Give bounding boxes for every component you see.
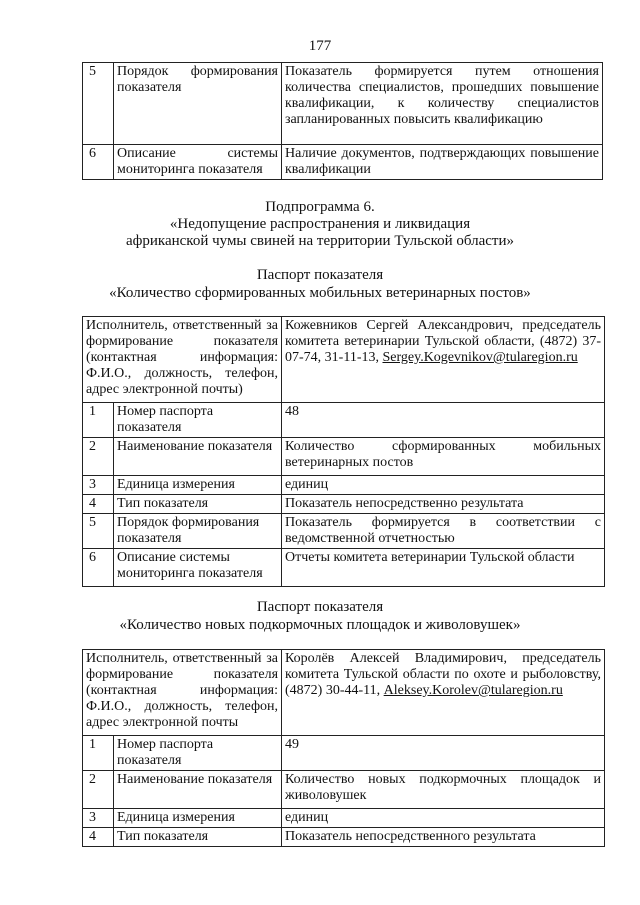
- row-number: 4: [83, 495, 114, 514]
- table-row: [83, 828, 605, 847]
- table-row: [83, 495, 605, 514]
- table-row: [83, 476, 605, 495]
- executor-label: Исполнитель, ответственный за формирование показателя (контактная информация: Ф.И.О., должность, телефон, адрес электронной почты): [83, 317, 282, 403]
- table-top: [82, 62, 603, 180]
- row-name: Описание системы мониторинга показателя: [114, 145, 282, 180]
- passport2-title: Паспорт показателя: [256, 599, 384, 615]
- executor-email-link[interactable]: Aleksey.Korolev@tularegion.ru: [383, 683, 563, 698]
- executor-value: [282, 317, 605, 403]
- row-number: 1: [83, 403, 114, 438]
- row-value: единиц: [282, 476, 605, 495]
- table-row: [83, 514, 605, 549]
- row-value: Наличие документов, подтверждающих повышение квалификации: [282, 145, 603, 180]
- row-number: 3: [83, 476, 114, 495]
- row-name: Единица измерения: [114, 476, 282, 495]
- row-value: единиц: [282, 809, 605, 828]
- passport1-title: Паспорт показателя: [256, 267, 384, 283]
- row-number: 5: [83, 514, 114, 549]
- row-value: Показатель формируется в соответствии с ведомственной отчетностью: [282, 514, 605, 549]
- table-row: [83, 145, 603, 180]
- row-number: 3: [83, 809, 114, 828]
- executor-info: Кожевников Сергей Александрович, председатель комитета ветеринарии Тульской области, (4872) 37-07-74, 31-11-13,: [285, 318, 602, 365]
- row-number: 2: [83, 771, 114, 809]
- table-row: [83, 403, 605, 438]
- row-name: Тип показателя: [114, 495, 282, 514]
- row-name: Тип показателя: [114, 828, 282, 847]
- executor-email-link[interactable]: Sergey.Kogevnikov@tularegion.ru: [382, 350, 578, 365]
- page-number: 177: [308, 38, 332, 54]
- row-name: Номер паспорта показателя: [114, 403, 282, 438]
- row-name: Номер паспорта показателя: [114, 736, 282, 771]
- row-value: Показатель непосредственного результата: [282, 828, 605, 847]
- passport1-table: [82, 316, 605, 587]
- row-number: 2: [83, 438, 114, 476]
- row-value: Показатель формируется путем отношения количества специалистов, прошедших повышение квалификации, к количеству специалистов запланированных повысить квалификацию: [282, 63, 603, 145]
- row-name: Наименование показателя: [114, 438, 282, 476]
- table-row: [83, 438, 605, 476]
- row-value: Количество новых подкормочных площадок и живоловушек: [282, 771, 605, 809]
- row-number: 5: [83, 63, 114, 145]
- table-row: [83, 650, 605, 736]
- row-number: 4: [83, 828, 114, 847]
- row-value: 49: [282, 736, 605, 771]
- row-number: 1: [83, 736, 114, 771]
- subprogram-number: Подпрограмма 6.: [265, 199, 375, 215]
- executor-value: [282, 650, 605, 736]
- row-value: Отчеты комитета ветеринарии Тульской области: [282, 549, 605, 587]
- row-value: Количество сформированных мобильных ветеринарных постов: [282, 438, 605, 476]
- table-row: [83, 317, 605, 403]
- row-value: Показатель непосредственно результата: [282, 495, 605, 514]
- table-row: [83, 63, 603, 145]
- subprogram-title-line1: «Недопущение распространения и ликвидация: [169, 216, 471, 232]
- table-row: [83, 736, 605, 771]
- table-row: [83, 549, 605, 587]
- row-name: Единица измерения: [114, 809, 282, 828]
- row-number: 6: [83, 145, 114, 180]
- row-name: Порядок формирования показателя: [114, 514, 282, 549]
- row-name: Порядок формирования показателя: [114, 63, 282, 145]
- passport2-table: [82, 649, 605, 847]
- row-name: Наименование показателя: [114, 771, 282, 809]
- table-row: [83, 809, 605, 828]
- row-value: 48: [282, 403, 605, 438]
- table-row: [83, 771, 605, 809]
- row-name: Описание системы мониторинга показателя: [114, 549, 282, 587]
- row-number: 6: [83, 549, 114, 587]
- executor-info: Королёв Алексей Владимирович, председатель комитета Тульской области по охоте и рыболовству, (4872) 30-44-11,: [285, 651, 602, 698]
- subprogram-title-line2: африканской чумы свиней на территории Тульской области»: [125, 233, 515, 249]
- passport2-subtitle: «Количество новых подкормочных площадок и живоловушек»: [119, 617, 521, 633]
- executor-label: Исполнитель, ответственный за формирование показателя (контактная информация: Ф.И.О., должность, телефон, адрес электронной почты: [83, 650, 282, 736]
- passport1-subtitle: «Количество сформированных мобильных ветеринарных постов»: [109, 285, 531, 301]
